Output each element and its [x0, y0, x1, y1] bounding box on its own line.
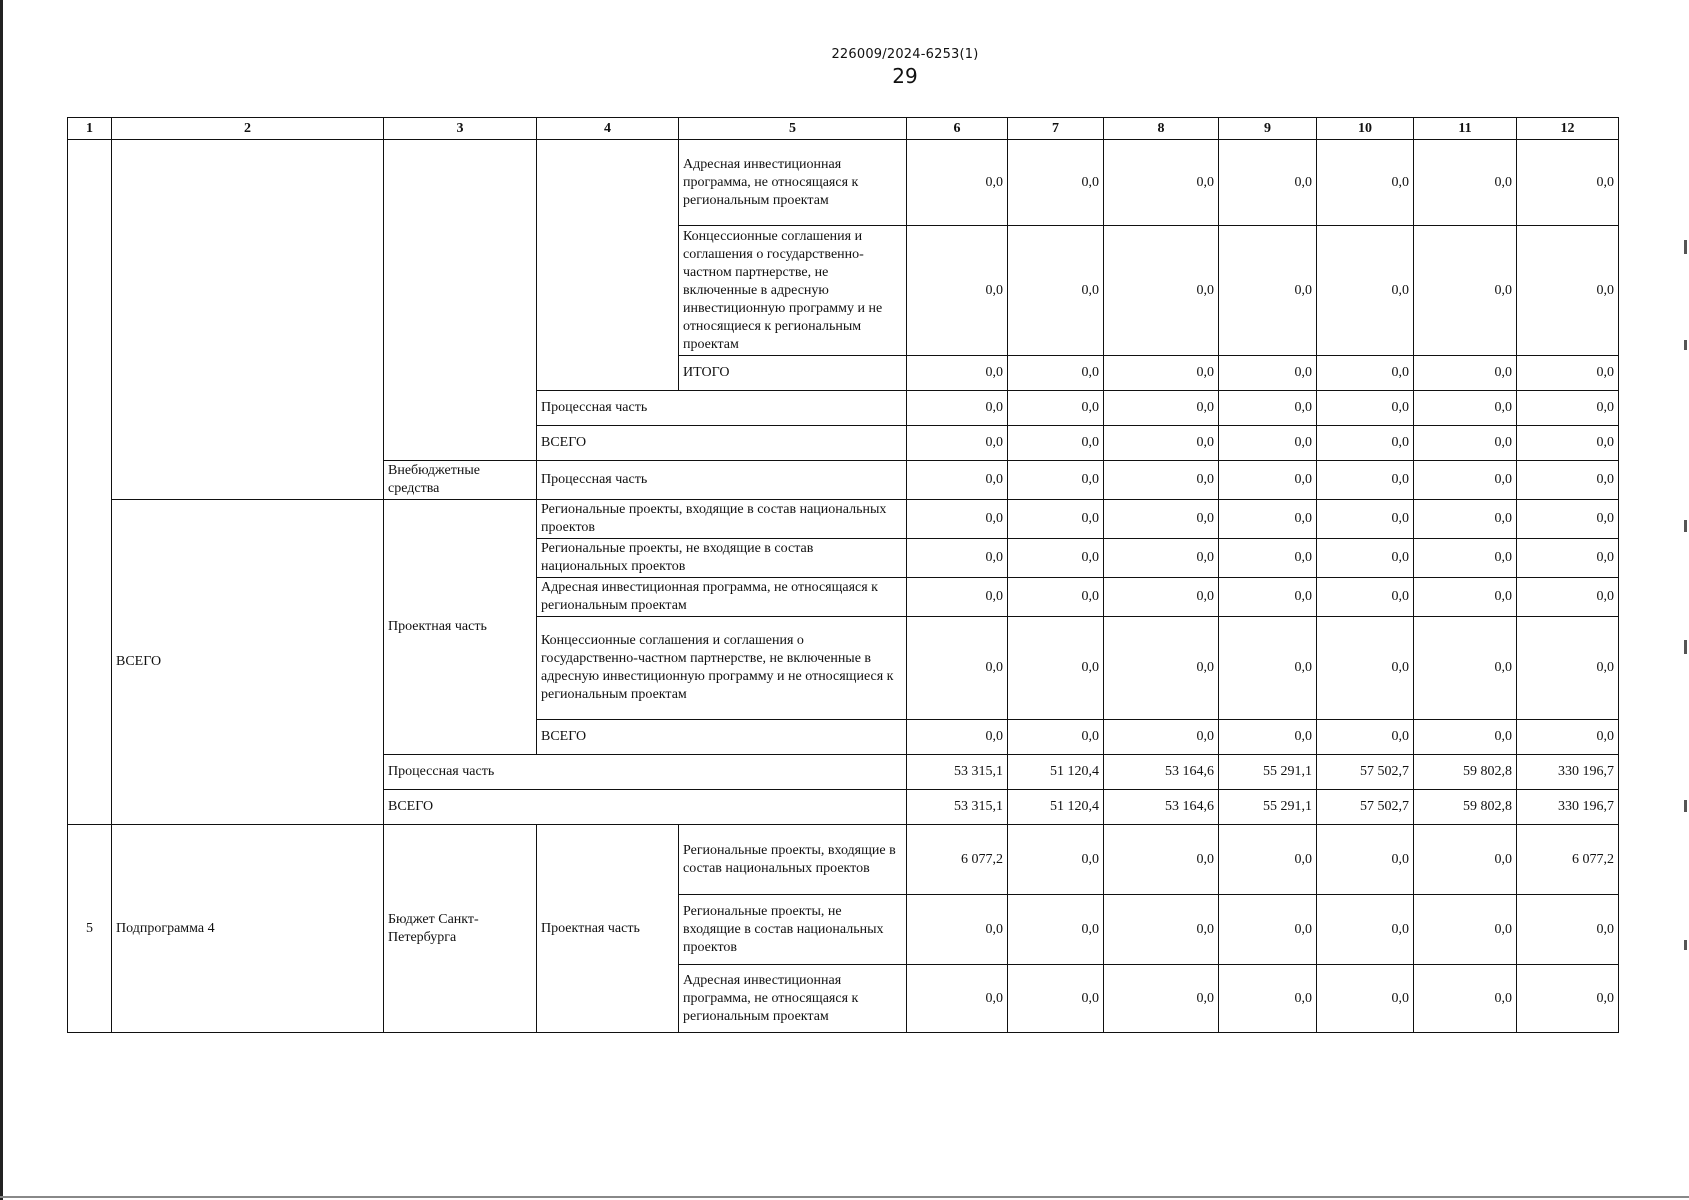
row-label: Концессионные соглашения и соглашения о государственно-частном партнерстве, не включенные в адресную инвестиционную программу и не относящиеся к региональным проектам	[537, 617, 907, 720]
scan-edge-mark	[1684, 640, 1687, 654]
value-cell: 6 077,2	[907, 825, 1008, 895]
scan-left-edge	[0, 0, 3, 1200]
value-cell: 0,0	[1008, 461, 1104, 500]
row-label: Процессная часть	[384, 755, 907, 790]
scan-edge-mark	[1684, 520, 1687, 532]
column-number-row	[68, 118, 1619, 140]
value-cell: 0,0	[1219, 578, 1317, 617]
row-number: 5	[68, 825, 112, 1033]
row-group-label: ВСЕГО	[112, 500, 384, 825]
col-header: 3	[384, 118, 537, 140]
value-cell: 0,0	[1414, 825, 1517, 895]
value-cell: 0,0	[1517, 140, 1619, 226]
value-cell: 6 077,2	[1517, 825, 1619, 895]
value-cell: 0,0	[1317, 140, 1414, 226]
value-cell: 0,0	[907, 965, 1008, 1033]
value-cell: 0,0	[1008, 578, 1104, 617]
row-label: Региональные проекты, входящие в состав национальных проектов	[537, 500, 907, 539]
value-cell: 55 291,1	[1219, 755, 1317, 790]
col-header: 9	[1219, 118, 1317, 140]
financing-table	[67, 117, 1619, 1033]
row-label: ВСЕГО	[384, 790, 907, 825]
row-label: ВСЕГО	[537, 720, 907, 755]
value-cell: 330 196,7	[1517, 755, 1619, 790]
value-cell: 0,0	[1414, 895, 1517, 965]
value-cell: 0,0	[1517, 965, 1619, 1033]
col-header: 7	[1008, 118, 1104, 140]
value-cell: 0,0	[907, 617, 1008, 720]
value-cell: 0,0	[1517, 356, 1619, 391]
value-cell: 0,0	[1317, 461, 1414, 500]
page-number: 29	[892, 64, 918, 88]
col-header: 1	[68, 118, 112, 140]
col-header: 12	[1517, 118, 1619, 140]
cell-col2	[112, 140, 384, 500]
value-cell: 0,0	[1317, 825, 1414, 895]
value-cell: 0,0	[1219, 461, 1317, 500]
row-label: Адресная инвестиционная программа, не относящаяся к региональным проектам	[679, 140, 907, 226]
value-cell: 0,0	[1414, 140, 1517, 226]
value-cell: 0,0	[1104, 965, 1219, 1033]
value-cell: 59 802,8	[1414, 755, 1517, 790]
col-header: 8	[1104, 118, 1219, 140]
row-label: Адресная инвестиционная программа, не относящаяся к региональным проектам	[537, 578, 907, 617]
scan-edge-mark	[1684, 340, 1687, 350]
value-cell: 0,0	[1517, 391, 1619, 426]
value-cell: 0,0	[1104, 578, 1219, 617]
value-cell: 0,0	[1008, 500, 1104, 539]
value-cell: 0,0	[907, 461, 1008, 500]
row-label: Региональные проекты, входящие в состав национальных проектов	[679, 825, 907, 895]
value-cell: 0,0	[1219, 426, 1317, 461]
value-cell: 0,0	[1414, 391, 1517, 426]
row-group-label: Внебюджетные средства	[384, 461, 537, 500]
row-label: ВСЕГО	[537, 426, 907, 461]
value-cell: 0,0	[1104, 426, 1219, 461]
value-cell: 0,0	[1414, 226, 1517, 356]
value-cell: 0,0	[1517, 461, 1619, 500]
value-cell: 55 291,1	[1219, 790, 1317, 825]
value-cell: 0,0	[1219, 356, 1317, 391]
col-header: 11	[1414, 118, 1517, 140]
value-cell: 0,0	[1317, 539, 1414, 578]
scan-edge-mark	[1684, 240, 1687, 254]
value-cell: 0,0	[1517, 500, 1619, 539]
part-label: Проектная часть	[537, 825, 679, 1033]
value-cell: 0,0	[1104, 617, 1219, 720]
value-cell: 0,0	[1414, 500, 1517, 539]
scan-edge-mark	[1684, 800, 1687, 812]
value-cell: 0,0	[1317, 720, 1414, 755]
value-cell: 0,0	[1104, 391, 1219, 426]
value-cell: 0,0	[1414, 617, 1517, 720]
cell-col4	[537, 140, 679, 391]
value-cell: 0,0	[1414, 539, 1517, 578]
value-cell: 0,0	[1104, 500, 1219, 539]
row-label: Региональные проекты, не входящие в состав национальных проектов	[679, 895, 907, 965]
value-cell: 0,0	[1104, 461, 1219, 500]
value-cell: 0,0	[1317, 965, 1414, 1033]
col-header: 6	[907, 118, 1008, 140]
value-cell: 0,0	[1219, 500, 1317, 539]
value-cell: 0,0	[1104, 356, 1219, 391]
value-cell: 0,0	[907, 500, 1008, 539]
subprogram-name: Подпрограмма 4	[112, 825, 384, 1033]
value-cell: 0,0	[1219, 720, 1317, 755]
value-cell: 0,0	[1517, 426, 1619, 461]
value-cell: 53 315,1	[907, 790, 1008, 825]
value-cell: 0,0	[1219, 539, 1317, 578]
value-cell: 0,0	[1317, 500, 1414, 539]
table-row	[68, 825, 1619, 895]
cell-col3	[384, 140, 537, 461]
value-cell: 0,0	[1008, 391, 1104, 426]
value-cell: 57 502,7	[1317, 790, 1414, 825]
table-row	[68, 140, 1619, 226]
value-cell: 330 196,7	[1517, 790, 1619, 825]
value-cell: 0,0	[907, 226, 1008, 356]
value-cell: 0,0	[1008, 895, 1104, 965]
value-cell: 0,0	[1414, 720, 1517, 755]
value-cell: 0,0	[1008, 226, 1104, 356]
value-cell: 0,0	[1219, 391, 1317, 426]
value-cell: 59 802,8	[1414, 790, 1517, 825]
value-cell: 0,0	[1219, 226, 1317, 356]
value-cell: 0,0	[1104, 539, 1219, 578]
value-cell: 0,0	[1219, 895, 1317, 965]
value-cell: 0,0	[907, 356, 1008, 391]
table-row	[68, 500, 1619, 539]
scan-bottom-edge	[0, 1196, 1689, 1198]
row-label: ИТОГО	[679, 356, 907, 391]
value-cell: 0,0	[1517, 226, 1619, 356]
row-label: Процессная часть	[537, 461, 907, 500]
value-cell: 0,0	[1517, 539, 1619, 578]
value-cell: 0,0	[1317, 617, 1414, 720]
value-cell: 0,0	[1517, 720, 1619, 755]
value-cell: 0,0	[907, 391, 1008, 426]
value-cell: 0,0	[907, 578, 1008, 617]
col-header: 2	[112, 118, 384, 140]
value-cell: 51 120,4	[1008, 790, 1104, 825]
value-cell: 0,0	[907, 140, 1008, 226]
document-registration-number: 226009/2024-6253(1)	[831, 47, 979, 62]
value-cell: 0,0	[1317, 895, 1414, 965]
value-cell: 0,0	[1104, 720, 1219, 755]
col-header: 10	[1317, 118, 1414, 140]
row-label: Адресная инвестиционная программа, не относящаяся к региональным проектам	[679, 965, 907, 1033]
value-cell: 0,0	[1219, 965, 1317, 1033]
value-cell: 57 502,7	[1317, 755, 1414, 790]
value-cell: 0,0	[1414, 356, 1517, 391]
value-cell: 0,0	[1414, 578, 1517, 617]
row-group-label: Проектная часть	[384, 500, 537, 755]
value-cell: 0,0	[907, 539, 1008, 578]
value-cell: 53 164,6	[1104, 755, 1219, 790]
value-cell: 0,0	[1008, 720, 1104, 755]
col-header: 4	[537, 118, 679, 140]
value-cell: 0,0	[1414, 426, 1517, 461]
row-label: Процессная часть	[537, 391, 907, 426]
row-label: Региональные проекты, не входящие в состав национальных проектов	[537, 539, 907, 578]
value-cell: 0,0	[1317, 226, 1414, 356]
value-cell: 0,0	[907, 720, 1008, 755]
row-label: Концессионные соглашения и соглашения о государственно-частном партнерстве, не включенные в адресную инвестиционную программу и не относящиеся к региональным проектам	[679, 226, 907, 356]
value-cell: 0,0	[1008, 825, 1104, 895]
value-cell: 0,0	[907, 426, 1008, 461]
value-cell: 0,0	[1008, 426, 1104, 461]
col-header: 5	[679, 118, 907, 140]
funding-source: Бюджет Санкт-Петербурга	[384, 825, 537, 1033]
value-cell: 0,0	[1317, 356, 1414, 391]
value-cell: 0,0	[1104, 226, 1219, 356]
value-cell: 0,0	[1317, 426, 1414, 461]
value-cell: 0,0	[1008, 965, 1104, 1033]
value-cell: 0,0	[1517, 895, 1619, 965]
value-cell: 0,0	[1008, 617, 1104, 720]
value-cell: 0,0	[1008, 539, 1104, 578]
value-cell: 0,0	[1104, 895, 1219, 965]
value-cell: 0,0	[1317, 578, 1414, 617]
cell-col1	[68, 140, 112, 825]
value-cell: 0,0	[1414, 461, 1517, 500]
value-cell: 0,0	[1219, 617, 1317, 720]
value-cell: 0,0	[1219, 140, 1317, 226]
value-cell: 0,0	[1008, 356, 1104, 391]
value-cell: 0,0	[1317, 391, 1414, 426]
value-cell: 0,0	[907, 895, 1008, 965]
value-cell: 0,0	[1219, 825, 1317, 895]
scan-edge-mark	[1684, 940, 1687, 950]
value-cell: 0,0	[1414, 965, 1517, 1033]
value-cell: 0,0	[1517, 578, 1619, 617]
value-cell: 0,0	[1517, 617, 1619, 720]
value-cell: 51 120,4	[1008, 755, 1104, 790]
value-cell: 0,0	[1104, 825, 1219, 895]
value-cell: 0,0	[1008, 140, 1104, 226]
value-cell: 53 315,1	[907, 755, 1008, 790]
value-cell: 53 164,6	[1104, 790, 1219, 825]
value-cell: 0,0	[1104, 140, 1219, 226]
